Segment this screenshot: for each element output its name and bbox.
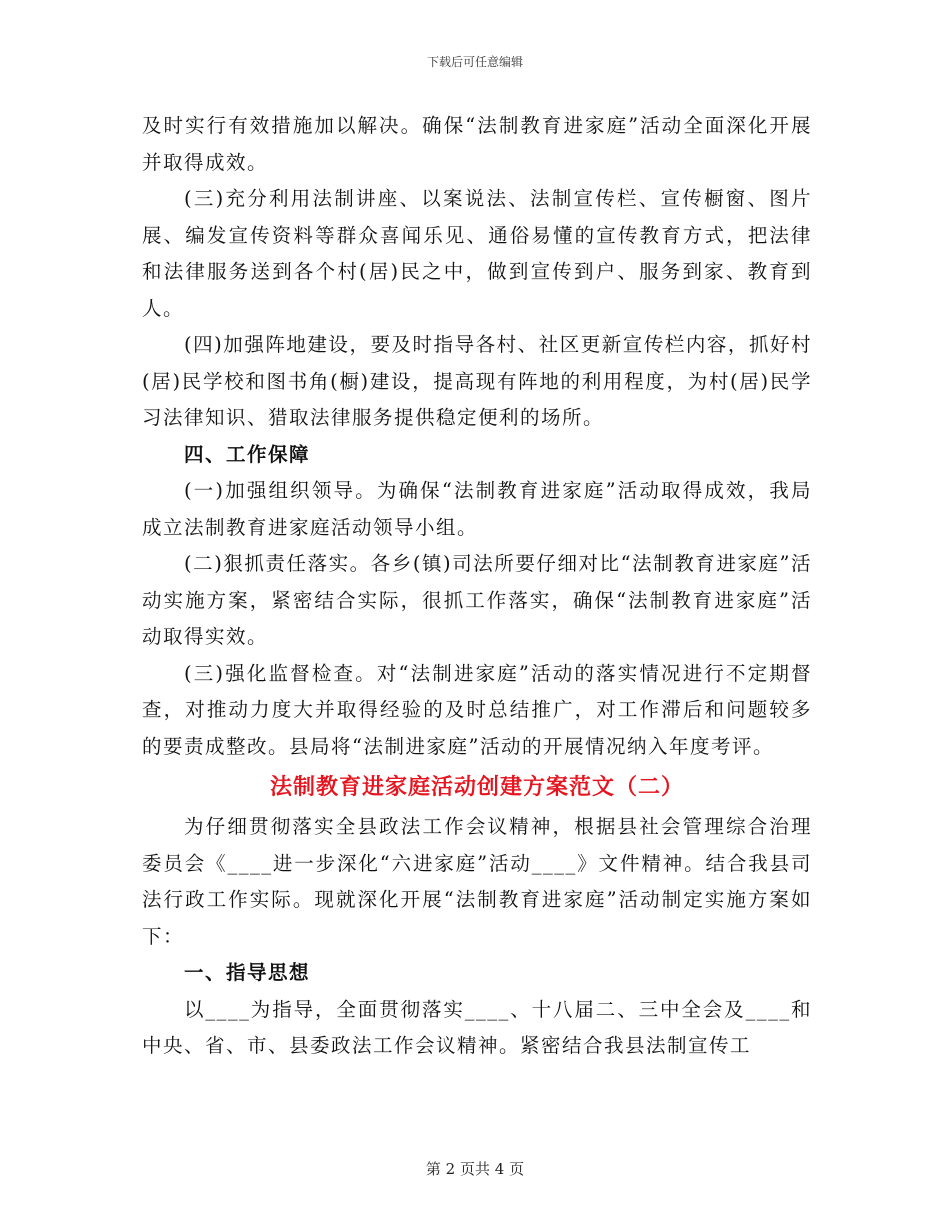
page-footer: 第 2 页共 4 页 [425, 1160, 525, 1178]
paragraph-item-4: (四)加强阵地建设，要及时指导各村、社区更新宣传栏内容，抓好村(居)民学校和图书角(橱)建设，提高现有阵地的利用程度，为村(居)民学习法律知识、猎取法律服务提供稳定便利的场所。 [142, 333, 812, 429]
paragraph-guarantee-2: (二)狠抓责任落实。各乡(镇)司法所要仔细对比“法制教育进家庭”活动实施方案，紧密结合实际，很抓工作落实，确保“法制教育进家庭”活动取得实效。 [142, 552, 812, 648]
paragraph-continued: 及时实行有效措施加以解决。确保“法制教育进家庭”活动全面深化开展并取得成效。 [142, 114, 812, 174]
paragraph-guiding-thought: 以____为指导，全面贯彻落实____、十八届二、三中全会及____和中央、省、市、县委政法工作会议精神。紧密结合我县法制宣传工 [142, 997, 812, 1057]
paragraph-guarantee-1: (一)加强组织领导。为确保“法制教育进家庭”活动取得成效，我局成立法制教育进家庭活动领导小组。 [142, 479, 812, 539]
document-title-part-two: 法制教育进家庭活动创建方案范文（二） [269, 774, 684, 800]
page-header: 下载后可任意编辑 [426, 55, 523, 69]
section-heading-work-guarantee: 四、工作保障 [184, 442, 311, 466]
section-heading-guiding-thought: 一、指导思想 [184, 961, 311, 984]
paragraph-guarantee-3: (三)强化监督检查。对“法制进家庭”活动的落实情况进行不定期督查，对推动力度大并取得经验的及时总结推广，对工作滞后和问题较多的要责成整改。县局将“法制进家庭”活动的开展情况纳入年度考评。 [142, 661, 812, 758]
document-body [142, 108, 812, 1065]
paragraph-intro: 为仔细贯彻落实全县政法工作会议精神，根据县社会管理综合治理委员会《____进一步深化“六进家庭”活动____》文件精神。结合我县司法行政工作实际。现就深化开展“法制教育进家庭”活动制定实施方案如下： [142, 815, 812, 948]
paragraph-item-3: (三)充分利用法制讲座、以案说法、法制宣传栏、宣传橱窗、图片展、编发宣传资料等群众喜闻乐见、通俗易懂的宣传教育方式，把法律和法律服务送到各个村(居)民之中，做到宣传到户、服务到家、教育到人。 [142, 187, 812, 320]
